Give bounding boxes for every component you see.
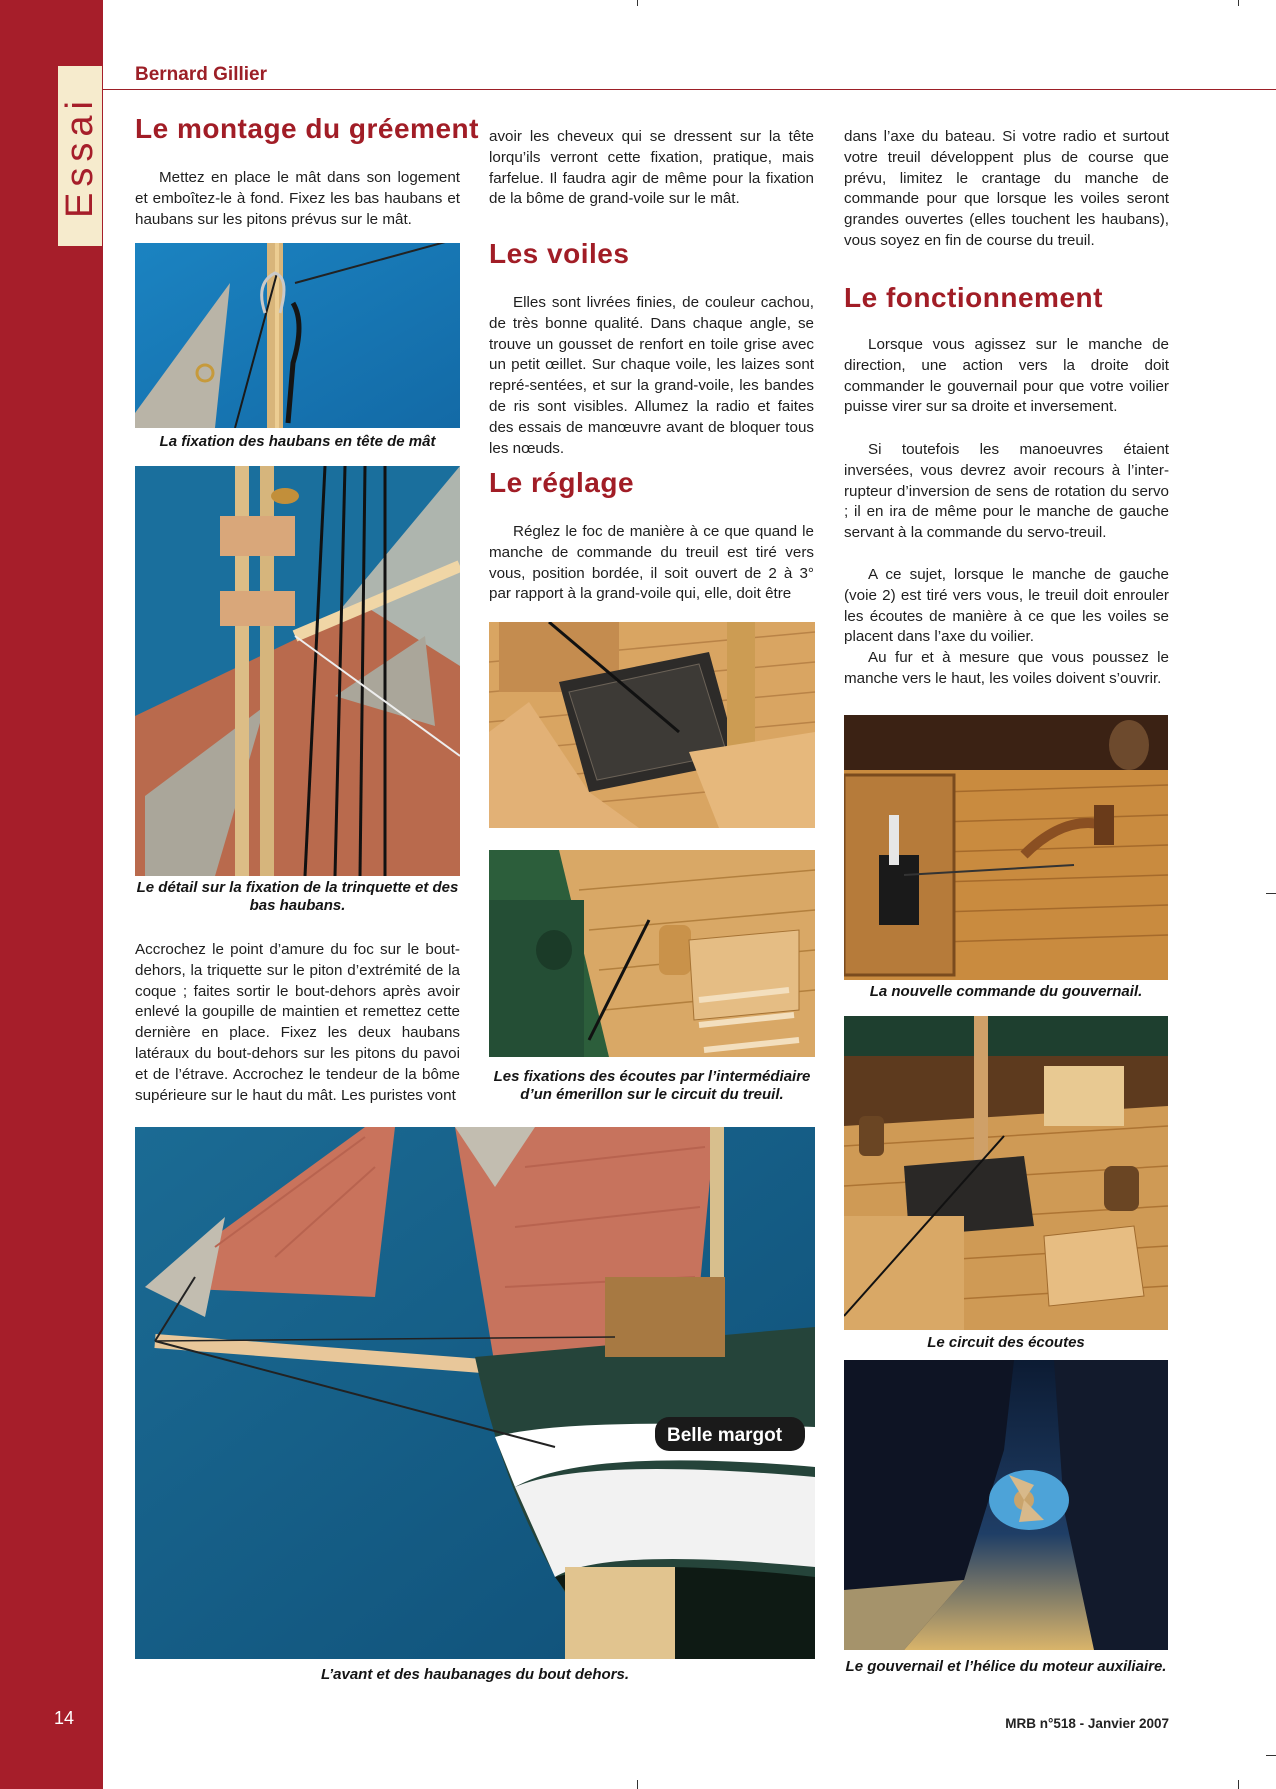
caption-gouvernail-commande: La nouvelle commande du gouvernail.: [869, 983, 1143, 1000]
heading-fonctionnement: Le fonctionnement: [844, 282, 1103, 313]
photo-bow: [135, 1127, 815, 1659]
left-color-band: [0, 0, 103, 1789]
photo-deck-grating: [489, 622, 815, 828]
caption-trinquette: Le détail sur la fixation de la trinquette et des bas haubans.: [136, 879, 459, 914]
crop-mark: [1266, 1755, 1276, 1756]
photo-helice: [844, 1360, 1168, 1650]
photo-ecoutes-fixation: [489, 850, 815, 1057]
caption-circuit-ecoutes: Le circuit des écoutes: [927, 1334, 1085, 1351]
paragraph: Elles sont livrées finies, de couleur cachou, de très bonne qualité. Dans chaque angle, se trouve un gousset de renfort en toile grise avec un petit œillet. Sur chaque voile, les laizes sont repré-sentées, et sur la grand-voile, les bandes de ris sont visibles. Allumez la radio et faites des essais de manœuvre avant de bloquer tous les nœuds.: [489, 294, 814, 457]
paragraph: dans l’axe du bateau. Si votre radio et surtout votre treuil développent plus de course que prévu, limitez le crantage du manche de commande pour que lorsque les voiles seront grandes ouvertes (elles touchent les haubans), vous soyez en fin de course du treuil.: [844, 128, 1169, 249]
page-number: 14: [54, 1708, 75, 1728]
paragraph: avoir les cheveux qui se dressent sur la tête lorqu’ils verront cette fixation, pratique, mais farfelue. Il faudra agir de même pour la fixation de la bôme de grand-voile sur le mât.: [489, 128, 814, 208]
section-tab: [58, 66, 102, 246]
issue-footer: MRB n°518 - Janvier 2007: [1005, 1716, 1169, 1731]
photo-trinquette: [135, 466, 460, 876]
author-name: Bernard Gillier: [135, 64, 267, 85]
paragraph: Accrochez le point d’amure du foc sur le bout-dehors, la triquette sur le piton d’extrémité de la coque ; faites sortir le bout-dehors après avoir enlevé la goupille de maintien et remettez cette dernière en place. Fixez les deux haubans latéraux du bout-dehors sur les pitons du pavoi et de l’étrave. Accrochez le tendeur de la bôme supérieure sur le haut du mât. Les puristes vont: [135, 941, 460, 1104]
photo-gouvernail-commande: [844, 715, 1168, 980]
paragraph: Réglez le foc de manière à ce que quand le manche de commande du treuil est tiré vers vous, position bordée, il soit ouvert de 2 à 3° par rapport à la grand-voile qui, elle, doit être: [489, 523, 814, 603]
crop-mark: [1266, 893, 1276, 894]
caption-helice: Le gouvernail et l’hélice du moteur auxiliaire.: [845, 1658, 1167, 1675]
paragraph: Mettez en place le mât dans son logement et emboîtez-le à fond. Fixez les bas haubans et haubans sur les pitons prévus sur le mât.: [135, 169, 460, 228]
photo-circuit-ecoutes: [844, 1016, 1168, 1330]
caption-ecoutes-fixation: Les fixations des écoutes par l’intermédiaire d’un émerillon sur le circuit du treuil.: [493, 1068, 811, 1103]
heading-voiles: Les voiles: [489, 238, 630, 269]
heading-montage: Le montage du gréement: [135, 113, 479, 144]
caption-bow: L’avant et des haubanages du bout dehors.: [320, 1666, 630, 1683]
section-label: Essai: [58, 94, 101, 218]
crop-mark: [1238, 1780, 1239, 1789]
crop-mark: [637, 0, 638, 6]
heading-reglage: Le réglage: [489, 467, 635, 498]
paragraph: A ce sujet, lorsque le manche de gauche (voie 2) est tiré vers vous, le treuil doit enrouler les écoutes de manière à ce que les voiles se placent dans l’axe du voilier.: [844, 566, 1169, 646]
photo-mast-top: [135, 243, 460, 428]
hull-name: Belle margot: [667, 1425, 783, 1446]
paragraph: Lorsque vous agissez sur le manche de direction, une action vers la droite doit commander le gouvernail pour que votre voilier puisse virer sur sa droite et inversement.: [844, 336, 1169, 416]
crop-mark: [1238, 0, 1239, 6]
crop-mark: [637, 1780, 638, 1789]
paragraph: Si toutefois les manoeuvres étaient inversées, vous devrez avoir recours à l’inter-rupteur d’inversion de sens de rotation du servo ; il en ira de même pour le manche de gauche servant à la commande du servo-treuil.: [844, 441, 1169, 542]
header-rule: [103, 89, 1276, 90]
caption-mast-top: La fixation des haubans en tête de mât: [159, 433, 436, 450]
paragraph: Au fur et à mesure que vous poussez le manche vers le haut, les voiles doivent s’ouvrir.: [844, 649, 1169, 687]
